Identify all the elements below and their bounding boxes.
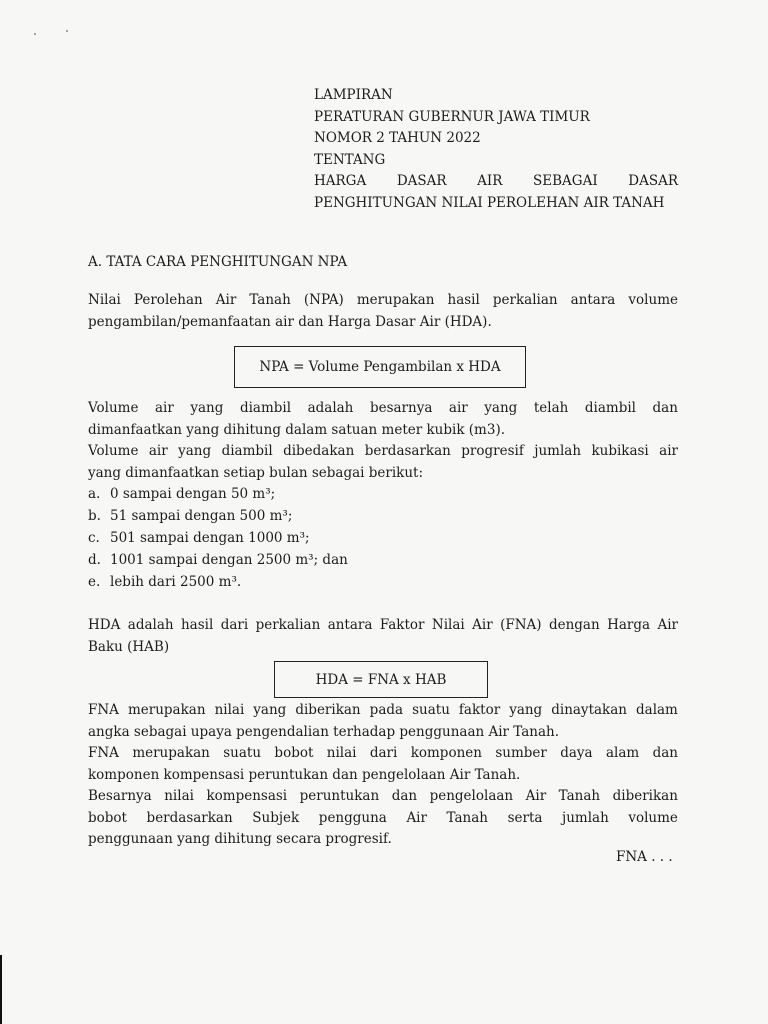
paragraph-line: angka sebagai upaya pengendalian terhadap penggunaan Air Tanah.: [88, 723, 560, 740]
justified-line: [88, 398, 678, 420]
attachment-header: [314, 85, 678, 214]
paragraph-line: pengambilan/pemanfaatan air dan Harga Dasar Air (HDA).: [88, 313, 492, 330]
justified-line: [88, 808, 678, 830]
word: suatu: [223, 745, 262, 761]
word: dalam: [636, 702, 678, 718]
word: diambil: [584, 400, 636, 416]
word: yang: [253, 702, 287, 718]
word: jumlah: [534, 443, 582, 459]
formula-box-npa: [234, 346, 526, 388]
list-item: [88, 483, 348, 505]
word: dan: [652, 745, 678, 761]
list-marker: e.: [88, 574, 101, 590]
word: nilai: [164, 788, 194, 804]
list-marker: d.: [88, 552, 101, 568]
word: sumber: [495, 745, 547, 761]
word: adalah: [127, 617, 174, 633]
word: dari: [220, 617, 249, 633]
word: Air: [657, 617, 678, 633]
formula-box-hda: [274, 661, 488, 698]
word: Tanah: [446, 809, 488, 826]
word: adalah: [307, 400, 354, 416]
word: Perolehan: [133, 292, 203, 308]
header-word: AIR: [477, 173, 503, 189]
word: berdasarkan: [364, 443, 451, 459]
header-line-justified: [314, 171, 678, 193]
word: Air: [406, 809, 427, 826]
word: dan: [391, 788, 418, 804]
word: dari: [369, 745, 398, 761]
word: FNA: [88, 745, 119, 761]
page-catchword: FNA . . .: [616, 849, 673, 865]
paragraph-volume: [88, 398, 678, 484]
word: merupakan: [127, 702, 206, 718]
word: (FNA): [500, 617, 542, 633]
paragraph-line: komponen kompensasi peruntukan dan pengelolaan Air Tanah.: [88, 766, 521, 783]
word: komponen: [410, 745, 482, 761]
justified-line: [88, 441, 678, 463]
paragraph-line: Baku (HAB): [88, 638, 170, 655]
header-word: SEBAGAI: [533, 173, 598, 189]
list-item: [88, 505, 348, 527]
word: Air: [525, 788, 547, 804]
word: air: [659, 443, 678, 459]
list-marker: c.: [88, 530, 100, 546]
list-item: [88, 527, 348, 549]
justified-line: [88, 786, 678, 808]
word: nilai: [214, 702, 245, 718]
word: yang: [484, 400, 518, 416]
word: Nilai: [431, 617, 465, 633]
word: HDA: [88, 617, 121, 633]
justified-line: [88, 615, 678, 637]
word: FNA: [88, 702, 119, 718]
word: peruntukan: [299, 788, 380, 804]
word: Volume: [88, 443, 139, 459]
word: dibedakan: [283, 443, 355, 459]
word: yang: [178, 443, 212, 459]
word: volume: [628, 809, 678, 826]
list-item-text: 51 sampai dengan 500 m³;: [110, 508, 293, 524]
header-line: PERATURAN GUBERNUR JAWA TIMUR: [314, 108, 590, 125]
volume-tier-list: [88, 483, 348, 593]
word: antara: [570, 292, 616, 308]
word: pengguna: [318, 809, 387, 826]
scan-speck: [34, 33, 36, 35]
word: jumlah: [562, 809, 609, 826]
word: merupakan: [356, 292, 435, 308]
word: perkalian: [492, 292, 558, 308]
word: diambil: [239, 400, 292, 416]
word: Tanah: [249, 292, 291, 308]
justified-line: [88, 290, 678, 312]
list-item-text: 1001 sampai dengan 2500 m³; dan: [110, 552, 348, 568]
word: diberikan: [612, 788, 678, 804]
word: faktor: [458, 702, 501, 718]
word: air: [155, 400, 174, 416]
paragraph-npa-definition: [88, 290, 678, 333]
header-line: NOMOR 2 TAHUN 2022: [314, 130, 481, 146]
list-item: [88, 571, 348, 593]
word: merupakan: [132, 745, 210, 761]
paragraph-fna: [88, 700, 678, 851]
word: Air: [215, 292, 237, 308]
word: Faktor: [379, 617, 425, 633]
word: serta: [507, 809, 543, 826]
scan-speck: [66, 30, 68, 32]
word: Air: [472, 617, 493, 633]
list-item-text: 0 sampai dengan 50 m³;: [110, 486, 276, 502]
word: pengelolaan: [429, 788, 514, 804]
word: nilai: [326, 745, 357, 761]
word: diberikan: [295, 702, 361, 718]
word: perkalian: [255, 617, 321, 633]
word: diambil: [221, 443, 273, 459]
header-word: DASAR: [396, 173, 447, 189]
word: Subjek: [252, 809, 300, 826]
word: kubikasi: [591, 443, 649, 459]
word: dan: [652, 400, 678, 416]
header-line: PENGHITUNGAN NILAI PEROLEHAN AIR TANAH: [314, 194, 665, 211]
word: suatu: [412, 702, 450, 718]
word: air: [148, 443, 168, 459]
paragraph-line: dimanfaatkan yang dihitung dalam satuan meter kubik (m3).: [88, 421, 506, 438]
word: hasil: [180, 617, 214, 633]
word: Tanah: [558, 788, 601, 804]
list-item: [88, 549, 348, 571]
word: bobot: [274, 745, 314, 761]
word: bobot: [88, 809, 127, 826]
word: hasil: [447, 292, 480, 308]
scan-edge-line: [0, 955, 2, 1024]
word: alam: [605, 745, 640, 761]
section-title: A. TATA CARA PENGHITUNGAN NPA: [88, 254, 348, 270]
header-word: HARGA: [314, 173, 367, 189]
list-marker: a.: [88, 486, 101, 502]
word: berdasarkan: [146, 809, 233, 826]
word: antara: [327, 617, 373, 633]
word: kompensasi: [206, 788, 288, 804]
list-item-text: lebih dari 2500 m³.: [110, 574, 242, 590]
justified-line: [88, 700, 678, 722]
list-item-text: 501 sampai dengan 1000 m³;: [110, 530, 310, 546]
paragraph-hda-definition: [88, 615, 678, 658]
word: Harga: [607, 617, 651, 633]
list-marker: b.: [88, 508, 101, 524]
word: Besarnya: [88, 788, 152, 804]
header-word: DASAR: [628, 173, 678, 189]
formula-npa: NPA = Volume Pengambilan x HDA: [259, 359, 501, 375]
word: yang: [509, 702, 543, 718]
word: Nilai: [88, 292, 121, 308]
word: yang: [190, 400, 224, 416]
header-line: LAMPIRAN: [314, 87, 393, 103]
word: (NPA): [303, 292, 344, 308]
word: air: [448, 400, 468, 416]
word: pada: [369, 702, 404, 718]
justified-line: [88, 743, 678, 765]
word: daya: [560, 745, 593, 761]
word: progresif: [461, 443, 524, 459]
word: telah: [533, 400, 569, 416]
word: dinaytakan: [551, 702, 627, 718]
word: Volume: [88, 400, 139, 416]
word: besarnya: [369, 400, 433, 416]
formula-hda: HDA = FNA x HAB: [315, 671, 447, 688]
word: dengan: [548, 617, 600, 633]
paragraph-line: yang dimanfaatkan setiap bulan sebagai berikut:: [88, 464, 424, 481]
header-line: TENTANG: [314, 151, 386, 168]
paragraph-line: penggunaan yang dihitung secara progresif.: [88, 831, 392, 847]
word: volume: [628, 292, 678, 308]
